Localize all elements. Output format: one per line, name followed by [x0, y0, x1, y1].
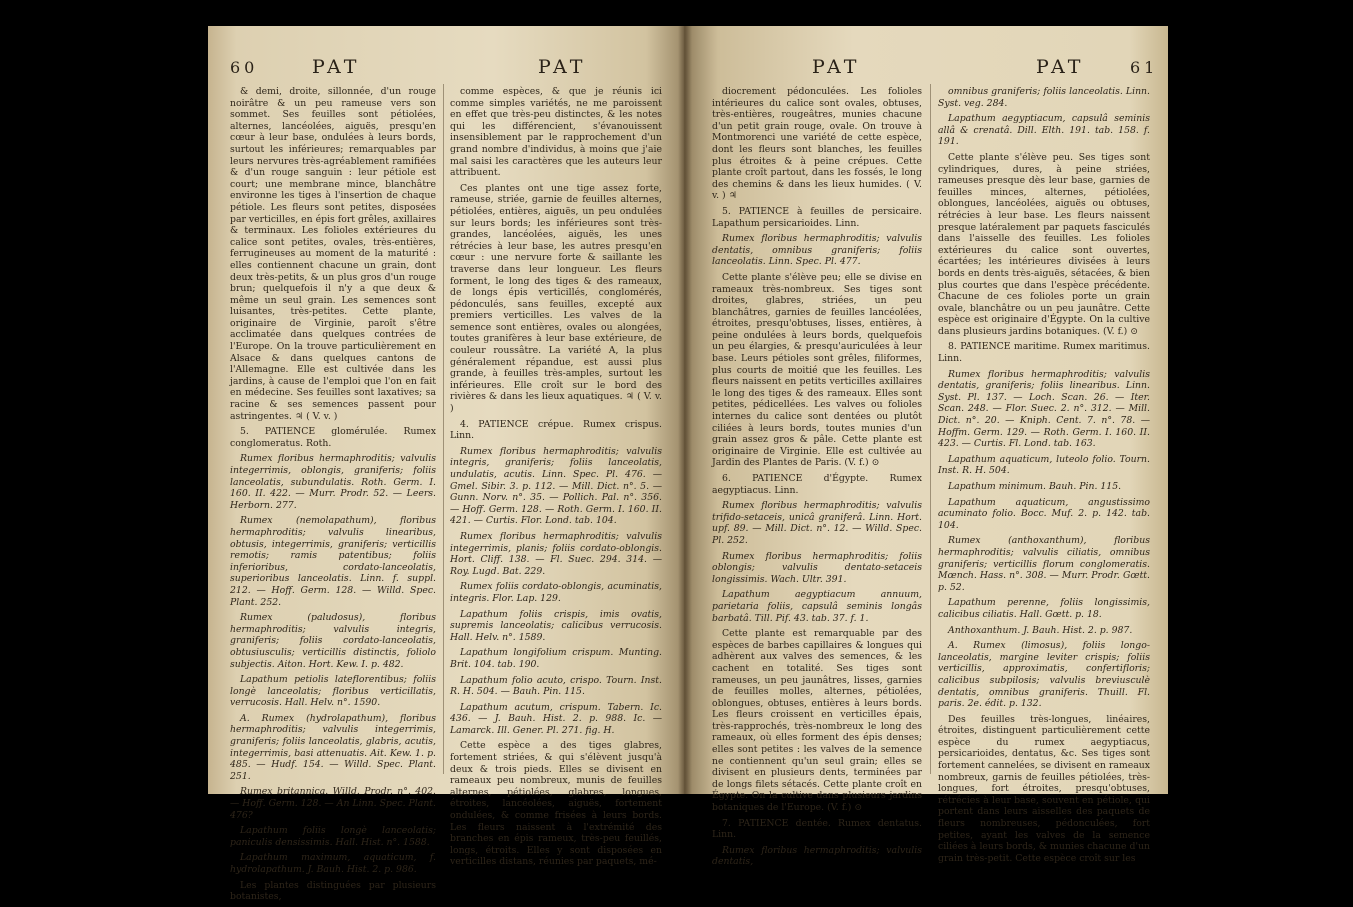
citation: Lapathum maximum, aquaticum, f. hydrolapathum. J. Bauh. Hist. 2. p. 986.	[230, 852, 436, 875]
paragraph: Cette espèce a des tiges glabres, fortement striées, & qui s'élèvent jusqu'à deux & trois pieds. Elles se divisent en rameaux peu nombreux, munis de feuilles alternes, pétiolées, glabres, longues, étroites, lancéolées, aiguës, fortement ondulées, & comme frisées à leurs bords. Les fleurs naissent à l'extrémité des branches en épis rameux, très-peu feuillés, longs, étroits. Elles y sont disposées en verticilles distans, réunies par paquets, mé-	[450, 740, 662, 868]
citation: Lapathum petiolis lateflorentibus; foliis longè lanceolatis; floribus verticillatis, verrucosis. Hall. Helv. n°. 1590.	[230, 674, 436, 709]
citation: Rumex floribus hermaphroditis; valvulis integris, graniferis; foliis lanceolatis, undulatis, acutis. Linn. Spec. Pl. 476. — Gmel. Sibir. 3. p. 112. — Mill. Dict. n°. 5. — Gunn. Norv. n°. 35. — Pollich. Pal. n°. 356. — Hoff. Germ. 128. — Roth. Germ. I. 160. II. 421. — Curtis. Flor. Lond. tab. 104.	[450, 445, 662, 527]
species-heading: 5. PATIENCE à feuilles de persicaire. Lapathum persicarioides. Linn.	[712, 205, 922, 229]
citation: Rumex (paludosus), floribus hermaphroditis; valvulis integris, graniferis; foliis cordato-lanceolatis, obtusiusculis; verticillis distinctis, foliolo subjectis. Aiton. Hort. Kew. I. p. 482.	[230, 612, 436, 670]
citation: Rumex britannica. Willd. Prodr. n°. 402. — Hoff. Germ. 128. — An Linn. Spec. Plant. 476?	[230, 786, 436, 821]
left-running-head-2: PAT	[538, 56, 587, 78]
citation: Lapathum aquaticum, angustissimo acuminato folio. Bocc. Muf. 2. p. 142. tab. 104.	[938, 496, 1150, 531]
paragraph: & demi, droite, sillonnée, d'un rouge noirâtre & un peu rameuse vers son sommet. Ses feuilles sont pétiolées, alternes, lancéolées, aiguës, presqu'en cœur à leur base, ondulées à leurs bords, surtout les inférieures; remarquables par leurs nervures très-agréablement ramifiées & d'un rouge sanguin : leur pétiole est court; une membrane mince, blanchâtre environne les tiges à l'insertion de chaque pétiole. Les fleurs sont petites, disposées par verticilles, en épis fort grêles, axillaires & terminaux. Les folioles extérieures du calice sont petites, ovales, très-entières, ferrugineuses au moment de la maturité : elles contiennent chacune un grain, dont deux très-petits, & un plus gros d'un rouge brun; quelquefois il n'y a que deux & même un seul grain. Les semences sont luisantes, très-petites. Cette plante, originaire de Virginie, paroît s'être acclimatée dans quelques contrées de l'Europe. On la trouve particulièrement en Alsace & dans quelques cantons de l'Allemagne. Elle est cultivée dans les jardins, à cause de l'emploi que l'on en fait en médecine. Ses feuilles sont laxatives; sa racine & ses semences passent pour astringentes. ♃ ( V. v. )	[230, 86, 436, 422]
left-running-head-1: PAT	[312, 56, 361, 78]
right-page-number: 61	[1130, 58, 1159, 77]
citation: Lapathum minimum. Bauh. Pin. 115.	[948, 481, 1122, 492]
book-gutter	[678, 26, 692, 794]
species-heading: 7. PATIENCE dentée. Rumex dentatus. Linn.	[712, 817, 922, 841]
right-page	[684, 26, 1168, 868]
paragraph: Cette plante s'élève peu; elle se divise en rameaux très-nombreux. Ses tiges sont droites, glabres, striées, un peu blanchâtres, garnies de feuilles lancéolées, étroites, presqu'obtuses, lisses, entières, à peine ondulées à leurs bords, quelquefois un peu élargies, & presqu'auriculées à leur base. Leurs pétioles sont grêles, filiformes, plus courts de moitié que les feuilles. Les fleurs naissent en petits verticilles axillaires le long des tiges & des rameaux. Elles sont petites, pédicellées. Les valves ou folioles internes du calice sont dentées ou plutôt ciliées à leurs bords, toutes munies d'un grain assez gros & pâle. Cette plante est originaire de Virginie. Elle est cultivée au Jardin des Plantes de Paris. (V. f.) ⊙	[712, 271, 922, 469]
citation: Rumex floribus hermaphroditis; valvulis trifido-setaceis, unicâ graniferâ. Linn. Hort. upf. 89. — Mill. Dict. n°. 12. — Willd. Spec. Pl. 252.	[712, 500, 922, 546]
left-page	[208, 26, 684, 903]
right-column-2	[938, 86, 1150, 868]
citation: Rumex foliis cordato-oblongis, acuminatis, integris. Flor. Lap. 129.	[450, 581, 662, 604]
species-heading: 8. PATIENCE maritime. Rumex maritimus. Linn.	[938, 341, 1150, 365]
right-running-head-2: PAT	[1036, 56, 1085, 78]
citation: Rumex floribus hermaphroditis; valvulis dentatis,	[712, 844, 922, 868]
right-running-head-1: PAT	[812, 56, 861, 78]
citation: Lapathum acutum, crispum. Tabern. Ic. 436. — J. Bauh. Hist. 2. p. 988. Ic. — Lamarck. Ill. Gener. Pl. 271. fig. H.	[450, 701, 662, 736]
left-column-1	[230, 86, 436, 907]
species-heading: 5. PATIENCE glomérulée. Rumex conglomeratus. Roth.	[230, 426, 436, 449]
column-rule	[443, 84, 444, 774]
left-column-2	[450, 86, 662, 872]
paragraph: comme espèces, & que je réunis ici comme simples variétés, ne me paroissent en effet que très-peu distinctes, & les notes qui les différencient, s'évanouissent insensiblement par le rapprochement d'un grand nombre d'individus, à moins que j'aie mal saisi les caractères que les auteurs leur attribuent.	[450, 86, 662, 179]
paragraph: Les plantes distinguées par plusieurs botanistes,	[230, 879, 436, 903]
citation: Lapathum aquaticum, luteolo folio. Tourn. Inst. R. H. 504.	[938, 453, 1150, 477]
citation: Lapathum perenne, foliis longissimis, calicibus ciliatis. Hall. Gœtt. p. 18.	[938, 597, 1150, 620]
citation: Rumex (anthoxanthum), floribus hermaphroditis; valvulis ciliatis, omnibus graniferis; verticillis florum conglomeratis. Mœnch. Hass. n°. 308. — Murr. Prodr. Gœtt. p. 52.	[938, 535, 1150, 593]
species-heading: 6. PATIENCE d'Égypte. Rumex aegyptiacus. Linn.	[712, 473, 922, 496]
right-column-1	[712, 86, 922, 872]
citation: Rumex floribus hermaphroditis; foliis oblongis; valvulis dentato-setaceis longissimis. Wach. Ultr. 391.	[712, 550, 922, 585]
citation: Anthoxanthum. J. Bauh. Hist. 2. p. 987.	[948, 624, 1133, 636]
paragraph: Cette plante est remarquable par des espèces de barbes capillaires & longues qui adhèrent aux valves des semences, & les cachent en totalité. Ses tiges sont rameuses, un peu jaunâtres, lisses, garnies de feuilles molles, alternes, pétiolées, oblongues, obtuses, entières à leurs bords. Les fleurs croissent en verticilles épais, très-rapprochés, très-nombreux le long des rameaux, où elles forment des épis denses; elles sont petites : les valves de la semence ne contiennent qu'un seul grain; elles se divisent en plusieurs dents, terminées par de longs filets sétacés. Cette plante croît en Égypte. On la cultive dans plusieurs jardins botaniques de l'Europe. (V. f.) ⊙	[712, 628, 922, 814]
open-book	[208, 26, 1168, 903]
citation: Lapathum foliis longè lanceolatis; paniculis densissimis. Hall. Hist. n°. 1588.	[230, 825, 436, 848]
citation: A. Rumex (limosus), foliis longo-lanceolatis, margine leviter crispis; foliis verticillis, approximatis, confertifloris; calicibus subpilosis; valvulis breviusculè dentatis, omnibus graniferis. Thuill. Fl. paris. 2e. édit. p. 132.	[938, 640, 1150, 710]
citation: Rumex (nemolapathum), floribus hermaphroditis; valvulis linearibus, obtusis, integerrimis, graniferis; verticillis remotis; ramis patentibus; foliis inferioribus, cordato-lanceolatis, superioribus lanceolatis. Linn. f. suppl. 212. — Hoff. Germ. 128. — Willd. Spec. Plant. 252.	[230, 515, 436, 608]
citation: Rumex floribus hermaphroditis; valvulis dentatis, graniferis; foliis linearibus. Linn. Syst. Pl. 137. — Loch. Scan. 26. — Iter. Scan. 248. — Flor. Suec. 2. n°. 312. — Mill. Dict. n°. 20. — Kniph. Cent. 7. n°. 78. — Hoffm. Germ. 129. — Roth. Germ. I. 160. II. 423. — Curtis. Fl. Lond. tab. 163.	[938, 368, 1150, 450]
citation: Rumex floribus hermaphroditis; valvulis dentatis, omnibus graniferis; foliis lanceolatis. Linn. Spec. Pl. 477.	[712, 233, 922, 268]
paragraph: Ces plantes ont une tige assez forte, rameuse, striée, garnie de feuilles alternes, pétiolées, entières, aiguës, un peu ondulées sur leurs bords; les inférieures sont très-grandes, lancéolées, aiguës, les unes rétrécies à leur base, les autres presqu'en cœur : une nervure forte & saillante les traverse dans leur longueur. Les fleurs forment, le long des tiges & des rameaux, de longs épis verticillés, conglomérés, pédonculés, sans feuilles, excepté aux premiers verticilles. Les valves de la semence sont entières, ovales ou alongées, toutes granifères à leur base extérieure, de couleur roussâtre. La variété A, la plus généralement répandue, est aussi plus grande, à feuilles très-amples, surtout les inférieures. Elle croît sur le bord des rivières & dans les lieux aquatiques. ♃ ( V. v. )	[450, 182, 662, 415]
paragraph: Des feuilles très-longues, linéaires, étroites, distinguent particulièrement cette espèce du rumex aegyptiacus, persicarioides, dentatus, &c. Ses tiges sont fortement cannelées, se divisent en rameaux nombreux, garnis de feuilles pétiolées, très-longues, fort étroites, presqu'obtuses, rétrécies à leur base, souvent en pétiole, qui portent dans leurs aisselles des paquets de fleurs nombreuses, pédonculées, fort petites, ayant les valves de la semence ciliées à leurs bords, & munies chacune d'un grain très-petit. Cette espèce croît sur les	[938, 713, 1150, 864]
left-page-number: 60	[230, 58, 259, 77]
citation: A. Rumex (hydrolapathum), floribus hermaphroditis; valvulis integerrimis, graniferis; foliis lanceolatis, glabris, acutis, integerrimis, basi attenuatis. Ait. Kew. 1. p. 485. — Hudf. 154. — Willd. Spec. Plant. 251.	[230, 712, 436, 782]
column-rule	[930, 84, 931, 774]
citation: omnibus graniferis; foliis lanceolatis. Linn. Syst. veg. 284.	[938, 86, 1150, 109]
citation: Lapathum longifolium crispum. Munting. Brit. 104. tab. 190.	[450, 647, 662, 670]
citation: Lapathum aegyptiacum annuum, parietaria foliis, capsulâ seminis longâs barbatâ. Till. Pif. 43. tab. 37. f. 1.	[712, 589, 922, 624]
paragraph: diocrement pédonculées. Les folioles intérieures du calice sont ovales, obtuses, très-entières, rougeâtres, munies chacune d'un petit grain rouge, ovale. On trouve à Montmorenci une variété de cette espèce, dont les fleurs sont blanches, les feuilles plus étroites & à peine crépues. Cette plante croît partout, dans les fossés, le long des chemins & dans les lieux humides. ( V. v. ) ♃	[712, 86, 922, 202]
citation: Lapathum folio acuto, crispo. Tourn. Inst. R. H. 504. — Bauh. Pin. 115.	[450, 674, 662, 698]
citation: Rumex floribus hermaphroditis; valvulis integerrimis, oblongis, graniferis; foliis lanceolatis, subundulatis. Roth. Germ. I. 160. II. 422. — Murr. Prodr. 52. — Leers. Herborn. 277.	[230, 453, 436, 511]
species-heading: 4. PATIENCE crépue. Rumex crispus. Linn.	[450, 418, 662, 442]
citation: Lapathum foliis crispis, imis ovatis, supremis lanceolatis; calicibus verrucosis. Hall. Helv. n°. 1589.	[450, 608, 662, 643]
citation: Rumex floribus hermaphroditis; valvulis integerrimis, planis; foliis cordato-oblongis. Hort. Cliff. 138. — Fl. Suec. 294. 314. — Roy. Lugd. Bat. 229.	[450, 530, 662, 577]
paragraph: Cette plante s'élève peu. Ses tiges sont cylindriques, dures, à peine striées, rameuses presque dès leur base, garnies de feuilles minces, alternes, pétiolées, oblongues, lancéolées, aiguës ou obtuses, rétrécies à leur base. Les fleurs naissent presque latéralement par paquets fasciculés dans l'aisselle des feuilles. Les folioles extérieures du calice sont ouvertes, écartées; les intérieures divisées à leurs bords en dents très-aiguës, sétacées, & bien plus courtes que dans l'espèce précédente. Chacune de ces folioles porte un grain ovale, blanchâtre ou un peu jaunâtre. Cette espèce est originaire d'Égypte. On la cultive dans plusieurs jardins botaniques. (V. f.) ⊙	[938, 151, 1150, 337]
citation: Lapathum aegyptiacum, capsulâ seminis allâ & crenatâ. Dill. Elth. 191. tab. 158. f. 191.	[938, 113, 1150, 148]
